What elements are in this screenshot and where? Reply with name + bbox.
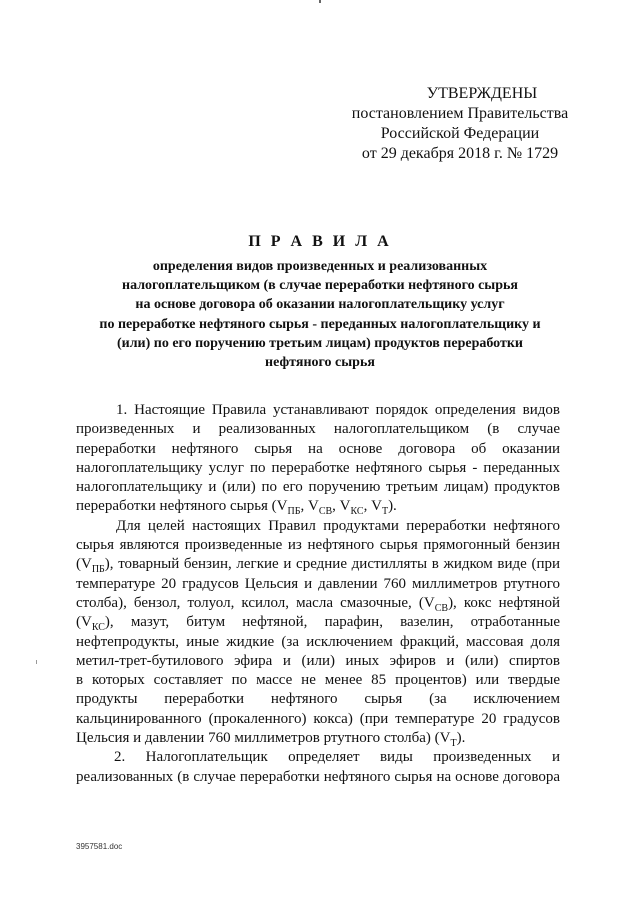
scan-mark <box>319 0 321 3</box>
body-line: метил-трет-бутилового эфира и (или) иных эфиров и (или) спиртов <box>76 652 560 669</box>
body-line: переработки нефтяного сырья на основе договора об оказании <box>76 440 560 457</box>
body-line: нефтепродукты, иные жидкие (за исключением фракций, массовая доля <box>76 633 560 650</box>
body-line: реализованных (в случае переработки нефтяного сырья на основе договора <box>76 768 560 785</box>
approval-line: Российской Федерации <box>380 125 540 142</box>
body-line: налогоплательщику услуг по переработке нефтяного сырья - переданных <box>76 459 560 476</box>
body-line: столба), бензол, толуол, ксилол, масла смазочные, $(V_{СВ})$, кокс нефтяной <box>76 594 560 614</box>
subtitle-line: по переработке нефтяного сырья - переданных налогоплательщику и <box>99 316 541 332</box>
body-line: 1. Настоящие Правила устанавливают порядок определения видов <box>116 402 560 418</box>
subtitle-line: нефтяного сырья <box>265 355 375 371</box>
body-line: в которых составляет по массе не менее 85 процентов) или твердые <box>76 672 560 689</box>
subtitle-line: на основе договора об оказании налогоплательщику услуг <box>135 297 505 313</box>
subtitle-line: налогоплательщиком (в случае переработки нефтяного сырья <box>122 278 518 294</box>
document-subtitle <box>50 257 590 372</box>
subtitle-line: определения видов произведенных и реализованных <box>152 259 488 274</box>
body-line: Для целей настоящих Правил продуктами переработки нефтяного <box>116 517 560 534</box>
body-line: 2. Налогоплательщик определяет виды произведенных и <box>114 749 560 766</box>
scan-mark <box>36 660 37 664</box>
body-line: переработки нефтяного сырья ($V_{ПБ}$, $V_{СВ}$, $V_{КС}$, $V_Т$). <box>76 498 397 518</box>
body-line: кальцинированного (прокаленного) кокса) (при температуре 20 градусов <box>76 710 560 727</box>
body-line: налогоплательщику и (или) по его поручению третьим лицам) продуктов <box>76 479 560 496</box>
approval-block <box>330 84 590 164</box>
body-line: произведенных и реализованных налогоплательщиком (в случае <box>76 421 560 438</box>
body-line: $(V_{ПБ})$, товарный бензин, легкие и средние дистилляты в жидком виде (при <box>76 556 560 576</box>
document-file-id: 3957581.doc <box>76 842 123 851</box>
body-line: Цельсия и давлении 760 миллиметров ртутного столба) $(V_Т)$. <box>76 730 466 750</box>
body-line: продукты переработки нефтяного сырья (за исключением <box>76 691 560 708</box>
body-line: $(V_{КС})$, мазут, битум нефтяной, парафин, вазелин, отработанные <box>76 614 560 634</box>
approval-date-number: от 29 декабря 2018 г. № 1729 <box>361 145 559 162</box>
approval-title: УТВЕРЖДЕНЫ <box>426 85 538 102</box>
subtitle-line: (или) по его поручению третьим лицам) продуктов переработки <box>116 335 524 351</box>
document-body <box>76 401 560 787</box>
approval-line: постановлением Правительства <box>351 105 569 122</box>
body-line: сырья являются произведенные из нефтяного сырья прямогонный бензин <box>76 537 560 554</box>
document-title: П Р А В И Л А <box>248 233 392 250</box>
body-line: температуре 20 градусов Цельсия и давлении 760 миллиметров ртутного <box>76 575 560 592</box>
